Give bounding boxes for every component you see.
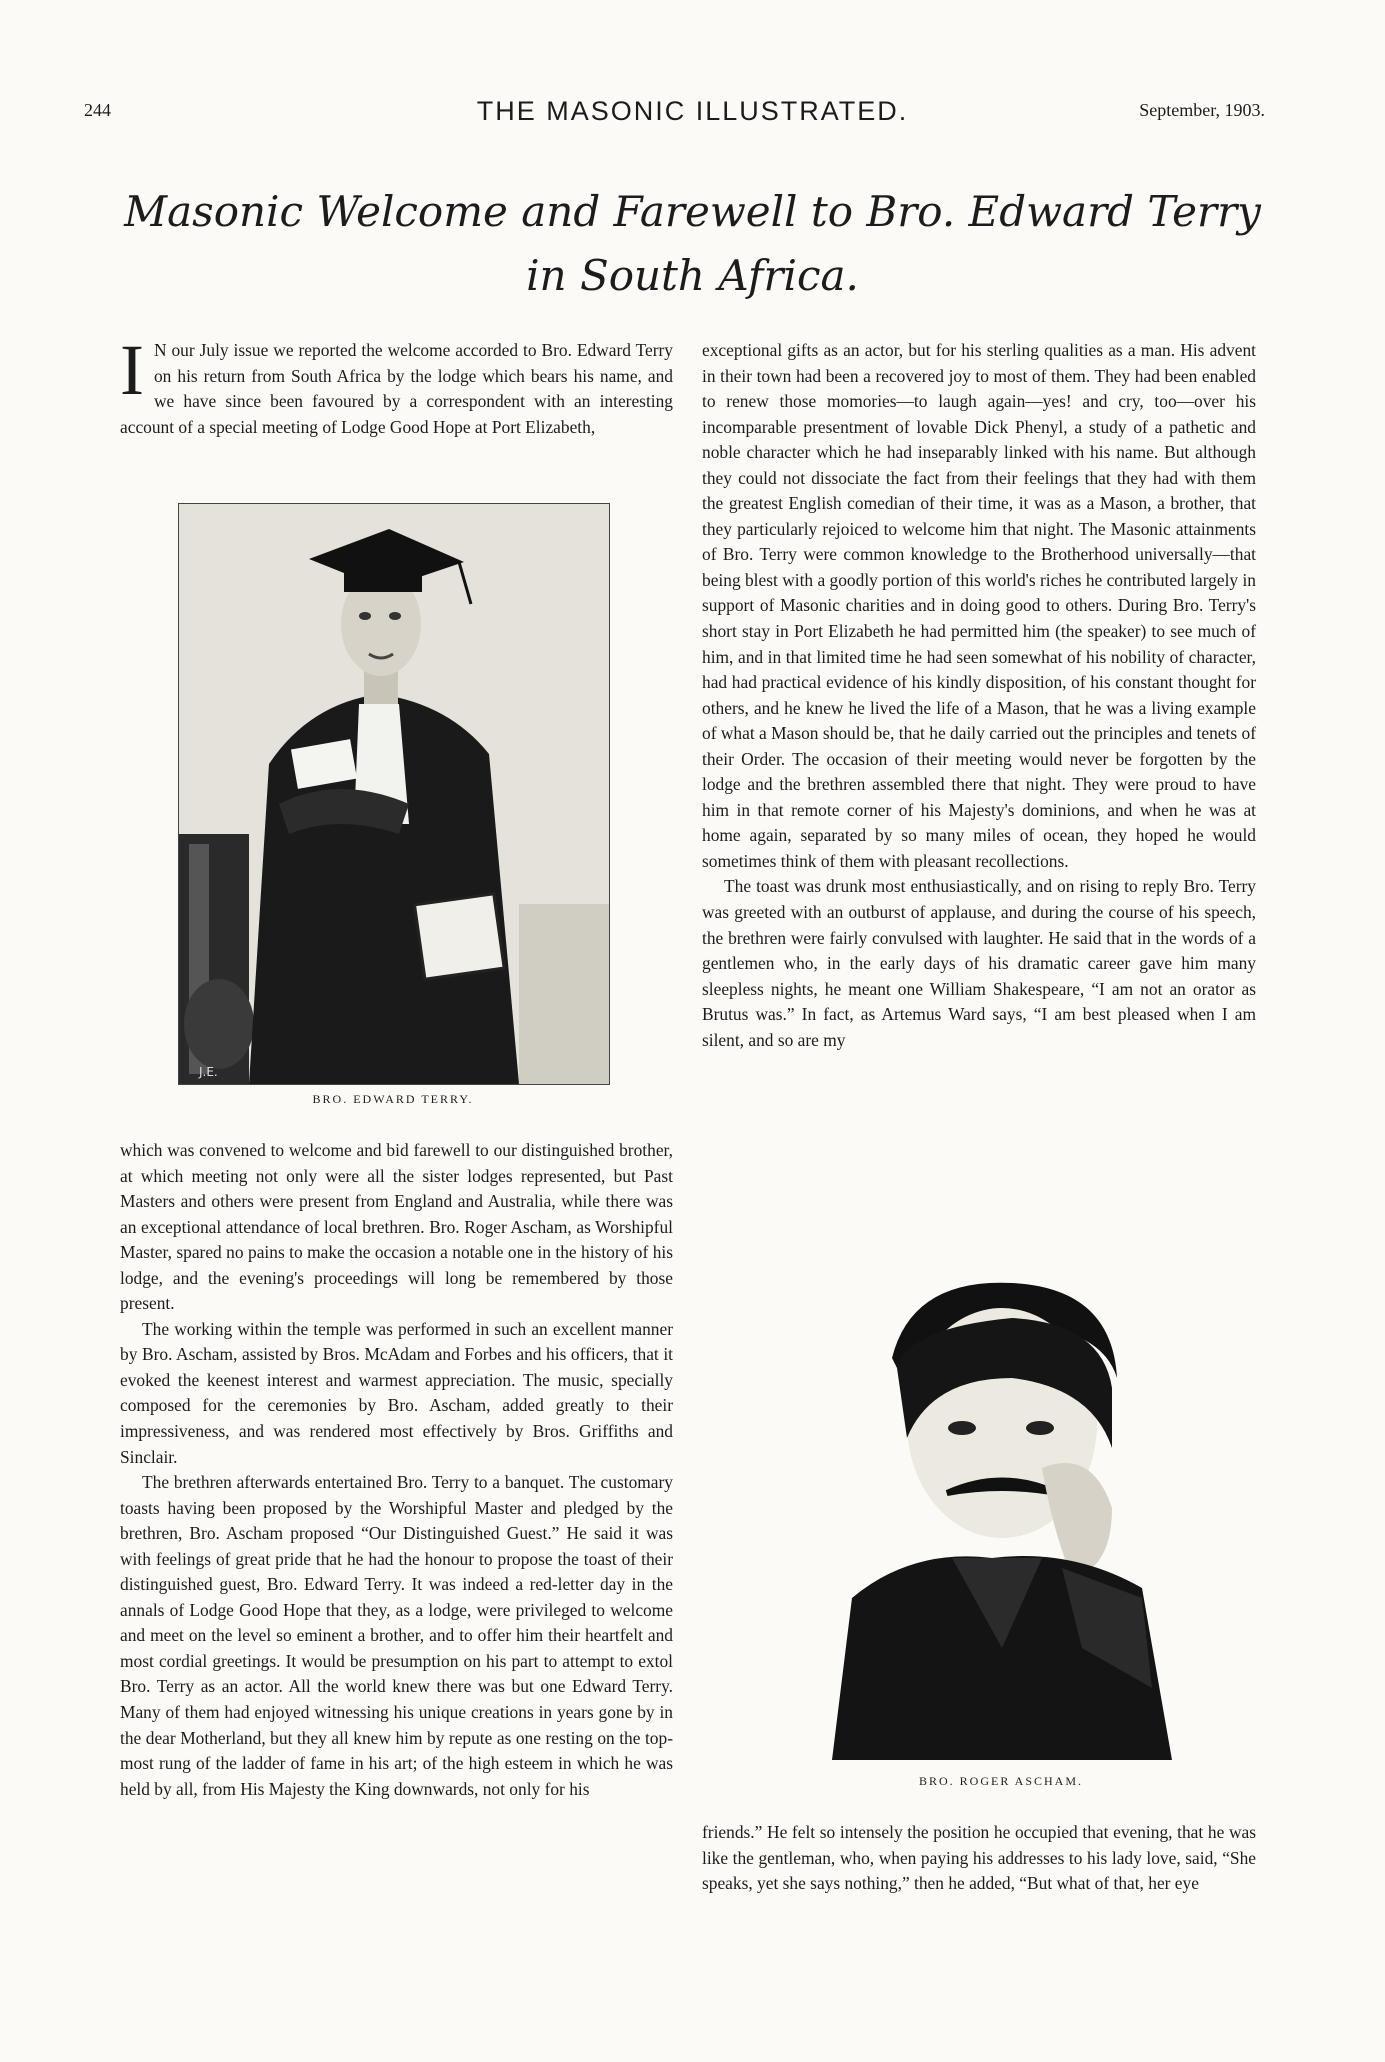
running-header [0,96,1385,136]
portrait-illustration [812,1268,1190,1760]
left-paragraph-2: The working within the temple was performed in such an excellent manner by Bro. Ascham, assisted by Bros. McAdam and Forbes and his officers, that it evoked the keenest interest and warmest appreciation. The music, specially composed for the ceremonies by Bro. Ascham, added greatly to their impressiveness, and was rendered most effectively by Bros. Griffiths and Sinclair. [120,1318,673,1467]
headline-line-1: Masonic Welcome and Farewell to Bro. Edward Terry [124,187,1261,236]
right-paragraph-2: The toast was drunk most enthusiastically, and on rising to reply Bro. Terry was greeted with an outburst of applause, and during the course of his speech, the brethren were fairly convulsed with laughter. He said that in the words of a gentlemen who, in the early days of his dramatic career gave him many sleepless nights, he meant one William Shakespeare, “I am not an orator as Brutus was.” In fact, as Artemus Ward says, “I am best pleased when I am silent, and so are my [702,876,1256,1050]
photo-edward-terry [178,503,610,1085]
drop-cap: I [120,330,144,410]
right-column-body [702,338,1256,1053]
caption-edward-terry: BRO. EDWARD TERRY. [312,1092,474,1106]
left-paragraph-1: which was convened to welcome and bid farewell to our distinguished brother, at which meeting not only were all the sister lodges represented, but Past Masters and others were present from England and Australia, while there was an exceptional attendance of local brethren. Bro. Roger Ascham, as Worshipful Master, spared no pains to make the occasion a notable one in the history of his lodge, and the evening's proceedings will long be remembered by those present. [120,1140,673,1314]
issue-date: September, 1903. [1139,100,1265,120]
publication-title: THE MASONIC ILLUSTRATED. [476,96,909,126]
intro-paragraph [120,330,673,440]
photo-roger-ascham [812,1268,1190,1760]
left-column-body [120,1138,673,1802]
intro-text: N our July issue we reported the welcome accorded to Bro. Edward Terry on his return from South Africa by the lodge which bears his name, and we have since been favoured by a correspondent with an interesting account of a special meeting of Lodge Good Hope at Port Elizabeth, [120,340,673,437]
portrait-illustration [179,504,609,1084]
caption-roger-ascham: BRO. ROGER ASCHAM. [918,1774,1084,1788]
left-paragraph-3: The brethren afterwards entertained Bro. Terry to a banquet. The customary toasts having been proposed by the Worshipful Master and pledged by the brethren, Bro. Ascham proposed “Our Distinguished Guest.” He said it was with feelings of great pride that he had the honour to propose the toast of their distinguished guest, Bro. Edward Terry. It was indeed a red-letter day in the annals of Lodge Good Hope that they, as a lodge, were privileged to welcome and meet on the level so eminent a brother, and to offer him their heartfelt and most cordial greetings. It would be presumption on his part to attempt to extol Bro. Terry as an actor. All the world knew there was but one Edward Terry. Many of them had enjoyed witnessing his unique creations in years gone by in the dear Motherland, but they all knew him by repute as one resting on the top-most rung of the ladder of fame in his art; of the high esteem in which he was held by all, from His Majesty the King downwards, not only for his [120,1472,673,1799]
right-column-continuation [702,1820,1256,1897]
right-paragraph-3: friends.” He felt so intensely the position he occupied that evening, that he was like the gentleman, who, when paying his addresses to his lady love, said, “She speaks, yet she says nothing,” then he added, “But what of that, her eye [702,1822,1256,1894]
right-paragraph-1: exceptional gifts as an actor, but for his sterling qualities as a man. His advent in their town had been a recovered joy to most of them. They had been enabled to renew those momories—to laugh again—yes! and cry, too—over his incomparable presentment of lovable Dick Phenyl, a study of a pathetic and noble character which he had inseparably linked with his name. But although they could not dissociate the fact from their feelings that they had with them the greatest English comedian of their time, it was as a Mason, a brother, that they particularly rejoiced to welcome him that night. The Masonic attainments of Bro. Terry were common knowledge to the Brotherhood universally—that being blest with a goodly portion of this world's riches he contributed largely in support of Masonic charities and in doing good to others. During Bro. Terry's short stay in Port Elizabeth he had permitted him (the speaker) to see much of him, and in that limited time he had seen somewhat of his nobility of character, had had practical evidence of his kindly disposition, of his constant thought for others, and he knew he lived the life of a Mason, that he was a living example of what a Mason should be, that he daily carried out the principles and tenets of their Order. The occasion of their meeting would never be forgotten by the lodge and the brethren assembled there that night. They were proud to have him in that remote corner of his Majesty's dominions, and when he was at home again, separated by so many miles of ocean, they hoped he would sometimes think of them with pleasant recollections. [702,340,1256,871]
headline-line-2: in South Africa. [526,251,859,300]
page-number: 244 [84,100,111,120]
svg-text:J.E.: J.E. [199,1065,218,1079]
article-headline [120,180,1265,308]
